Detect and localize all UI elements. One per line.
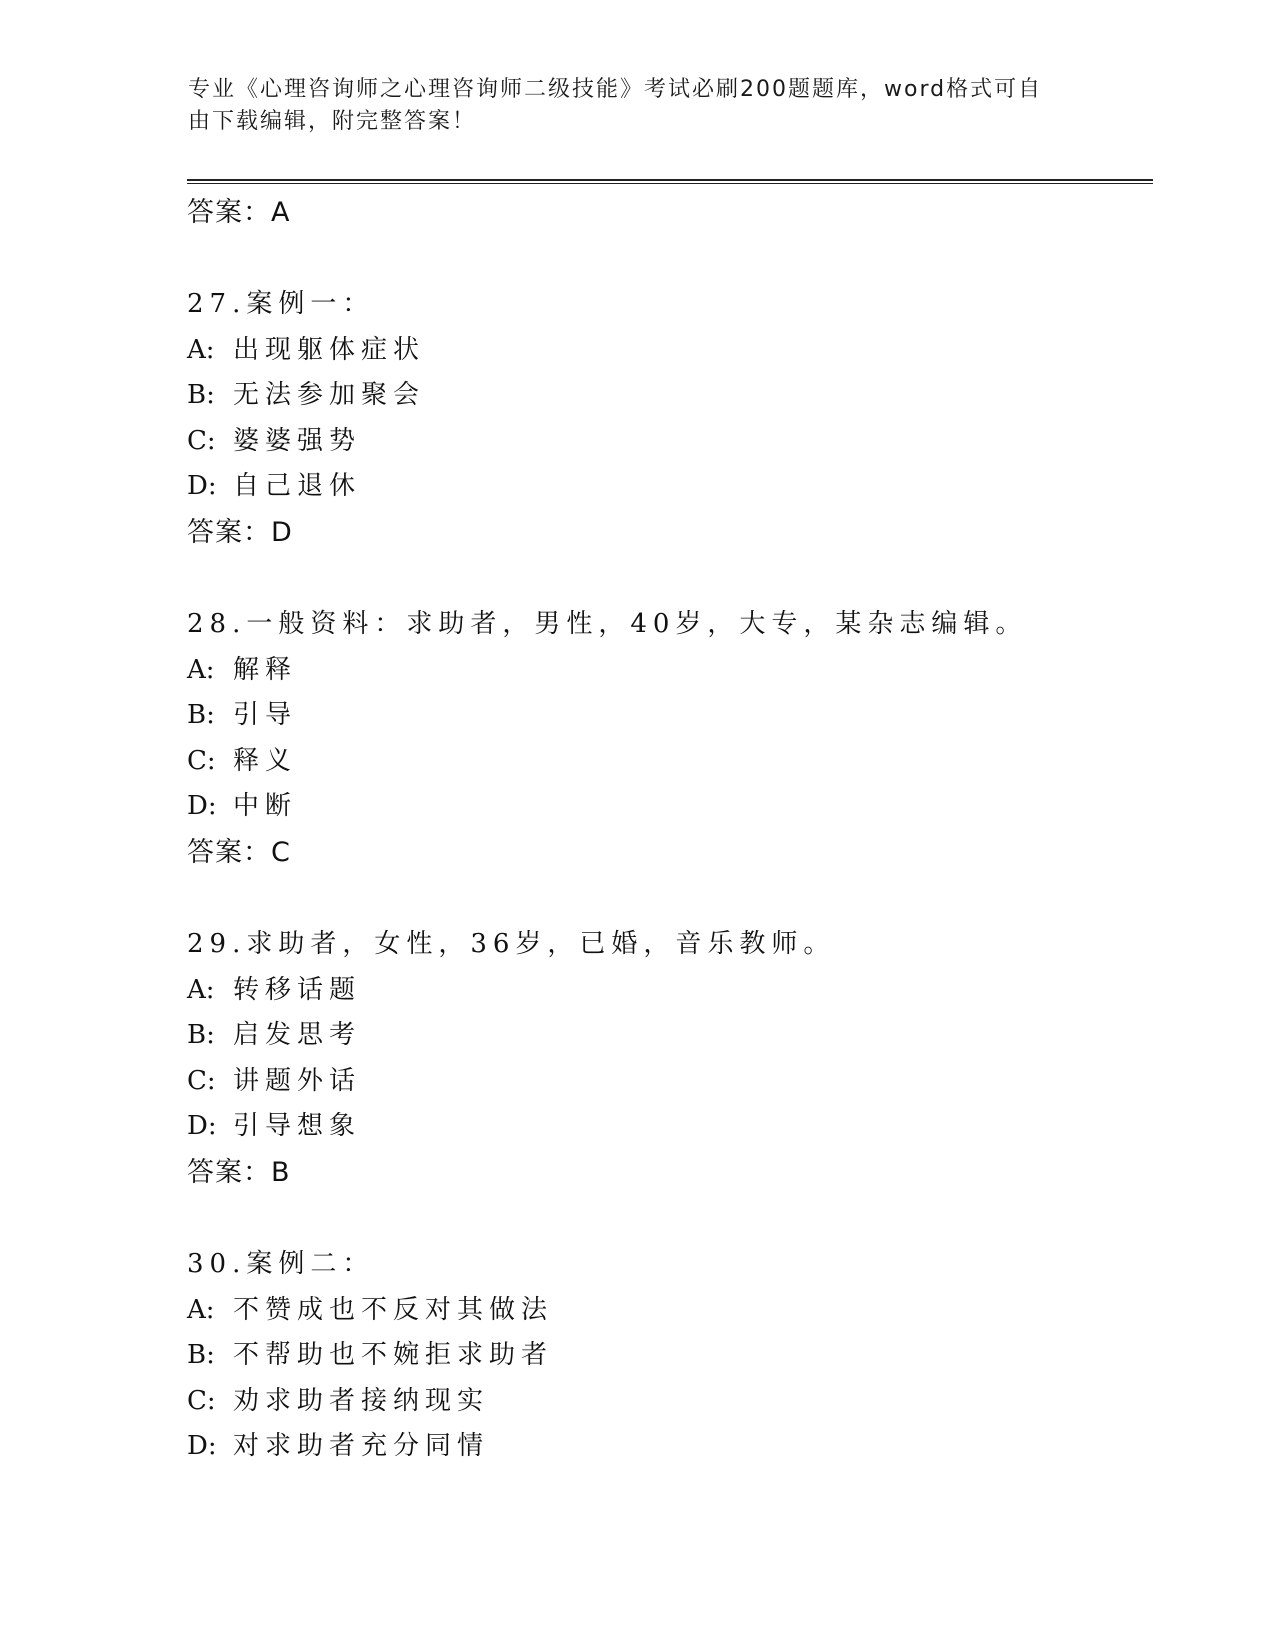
option-a: [187, 968, 1147, 1014]
option-a: [187, 328, 1147, 374]
header-line-1: 专业《心理咨询师之心理咨询师二级技能》考试必刷200题题库，word格式可自: [188, 77, 1043, 102]
option-text: 对求助者充分同情: [233, 1431, 490, 1462]
spacer: [187, 1195, 1147, 1242]
option-letter: B:: [187, 380, 215, 411]
option-text: 出现躯体症状: [233, 334, 426, 365]
question-stem: 27.案例一：: [187, 289, 375, 319]
option-letter: D:: [187, 1111, 217, 1142]
option-text: 转移话题: [233, 974, 362, 1005]
question-stem: 29.求助者，女性，36岁，已婚，音乐教师。: [187, 928, 836, 959]
option-text: 无法参加聚会: [233, 380, 426, 411]
option-text: 引导想象: [233, 1111, 362, 1142]
option-d: [187, 464, 1147, 510]
option-text: 引导: [233, 700, 298, 731]
option-letter: D:: [187, 791, 217, 822]
option-text: 启发思考: [233, 1020, 362, 1051]
option-letter: C:: [187, 425, 216, 456]
option-d: [187, 1424, 1147, 1470]
answer-line: 答案：A: [187, 197, 291, 228]
option-letter: D:: [187, 1431, 217, 1462]
option-text: 不赞成也不反对其做法: [233, 1294, 554, 1325]
option-a: [187, 1288, 1147, 1334]
option-d: [187, 1104, 1147, 1150]
header-divider-thin: [187, 183, 1153, 184]
header-line-2: 由下载编辑，附完整答案！: [188, 109, 477, 134]
option-c: [187, 1059, 1147, 1105]
option-letter: A:: [187, 334, 215, 365]
answer-line: 答案：D: [187, 516, 293, 548]
option-text: 释义: [233, 745, 298, 776]
option-text: 讲题外话: [233, 1065, 362, 1096]
document-header: [188, 74, 1088, 138]
option-text: 不帮助也不婉拒求助者: [233, 1340, 554, 1371]
option-letter: A:: [187, 1294, 215, 1325]
option-b: [187, 1333, 1147, 1379]
option-d: [187, 784, 1147, 830]
option-letter: A:: [187, 654, 215, 685]
option-letter: B:: [187, 1340, 215, 1371]
question-list: [187, 190, 1147, 1470]
option-letter: B:: [187, 700, 215, 731]
option-letter: A:: [187, 974, 215, 1005]
option-c: [187, 419, 1147, 465]
option-letter: C:: [187, 1065, 216, 1096]
option-text: 中断: [233, 791, 298, 822]
option-b: [187, 693, 1147, 739]
option-c: [187, 739, 1147, 785]
header-divider: [187, 179, 1153, 181]
answer-line: 答案：B: [187, 1156, 291, 1188]
spacer: [187, 555, 1147, 602]
option-a: [187, 648, 1147, 694]
option-text: 自己退休: [233, 471, 362, 502]
option-text: 劝求助者接纳现实: [233, 1385, 490, 1416]
option-c: [187, 1379, 1147, 1425]
option-letter: C:: [187, 745, 216, 776]
option-text: 婆婆强势: [233, 425, 362, 456]
answer-line: 答案：C: [187, 836, 291, 868]
question-stem: 28.一般资料：求助者，男性，40岁，大专，某杂志编辑。: [187, 608, 1028, 639]
option-letter: C:: [187, 1385, 216, 1416]
option-b: [187, 373, 1147, 419]
option-text: 解释: [233, 654, 298, 685]
option-letter: D:: [187, 471, 217, 502]
question-stem: 30.案例二：: [187, 1248, 375, 1279]
spacer: [187, 235, 1147, 282]
spacer: [187, 875, 1147, 922]
option-b: [187, 1013, 1147, 1059]
option-letter: B:: [187, 1020, 215, 1051]
